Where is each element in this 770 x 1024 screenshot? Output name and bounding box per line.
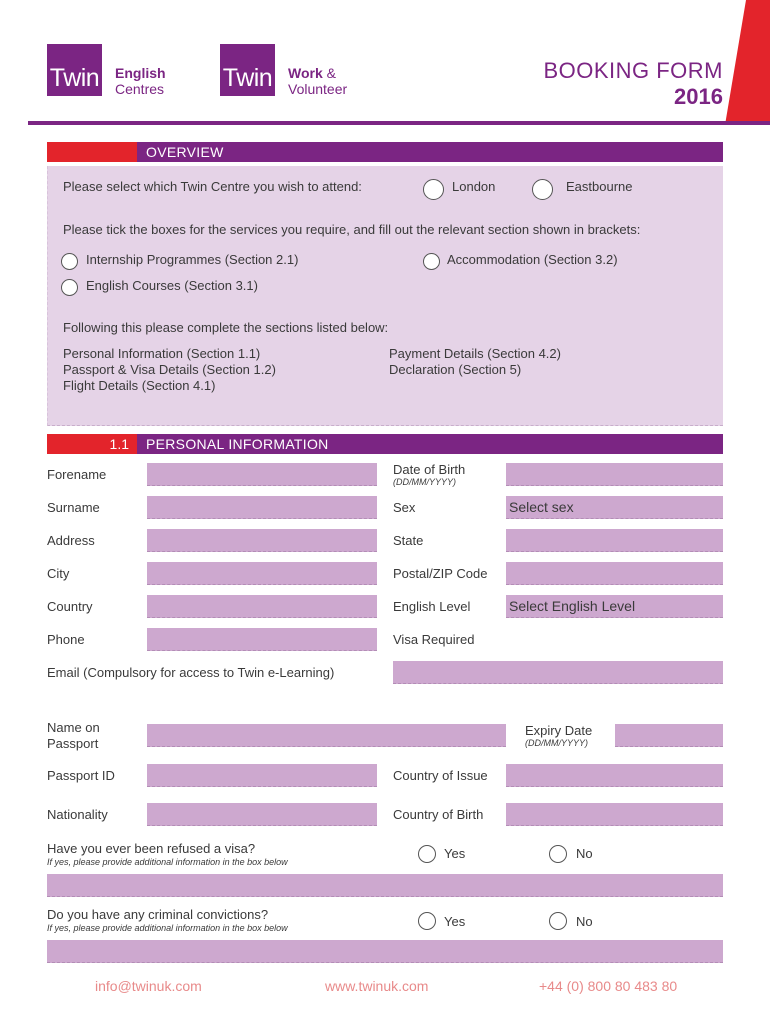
footer-website[interactable]: www.twinuk.com — [325, 978, 429, 994]
section-list-item: Personal Information (Section 1.1) — [63, 346, 261, 361]
phone-field[interactable] — [147, 628, 377, 651]
logo-line1-rest: & — [322, 65, 336, 81]
london-label: London — [452, 179, 496, 194]
dob-label: Date of Birth — [393, 462, 466, 477]
surname-field[interactable] — [147, 496, 377, 519]
internship-label: Internship Programmes (Section 2.1) — [86, 252, 299, 267]
surname-label: Surname — [47, 500, 100, 515]
country-label: Country — [47, 599, 93, 614]
section-list-item: Declaration (Section 5) — [389, 362, 522, 377]
header-rule — [28, 121, 770, 125]
form-year: 2016 — [674, 84, 723, 109]
section-number: 1.1 — [47, 434, 137, 454]
refused-question: Have you ever been refused a visa? — [47, 841, 256, 856]
postal-label: Postal/ZIP Code — [393, 566, 488, 581]
twin-english-logo-box — [47, 44, 102, 96]
email-label: Email (Compulsory for access to Twin e-Learning) — [47, 665, 335, 680]
internship-radio[interactable] — [61, 253, 78, 270]
postal-field[interactable] — [506, 562, 723, 585]
criminal-no-label: No — [576, 914, 593, 929]
logo-line2: Centres — [115, 81, 165, 97]
passport-id-field[interactable] — [147, 764, 377, 787]
english-centres-logo-text — [115, 65, 166, 97]
logo-line1: English — [115, 65, 166, 81]
city-label: City — [47, 566, 70, 581]
criminal-yes-radio[interactable] — [418, 912, 436, 930]
label-line: Name on — [47, 720, 100, 735]
sex-label: Sex — [393, 500, 416, 515]
forename-label: Forename — [47, 467, 107, 482]
footer-email[interactable]: info@twinuk.com — [95, 978, 202, 994]
section-list-item: Passport & Visa Details (Section 1.2) — [63, 362, 276, 377]
email-field[interactable] — [393, 661, 723, 684]
nationality-label: Nationality — [47, 807, 108, 822]
logo-word: Twin — [222, 64, 273, 92]
state-label: State — [393, 533, 424, 548]
city-field[interactable] — [147, 562, 377, 585]
red-corner-accent — [725, 0, 770, 125]
nationality-field[interactable] — [147, 803, 377, 826]
country-birth-field[interactable] — [506, 803, 723, 826]
logo-line1-bold: Work — [288, 65, 323, 81]
criminal-question: Do you have any criminal convictions? — [47, 907, 269, 922]
work-volunteer-logo-text — [288, 65, 347, 97]
address-label: Address — [47, 533, 95, 548]
services-instruction: Please tick the boxes for the services you require, and fill out the relevant section shown in brackets: — [63, 222, 641, 237]
sex-select[interactable] — [506, 496, 723, 519]
name-on-passport-field[interactable] — [147, 724, 506, 747]
visa-required-label: Visa Required — [393, 632, 475, 647]
phone-label: Phone — [47, 632, 85, 647]
accommodation-label: Accommodation (Section 3.2) — [447, 252, 618, 267]
dob-hint: (DD/MM/YYYY) — [393, 477, 456, 487]
criminal-hint: If yes, please provide additional information in the box below — [47, 923, 288, 933]
twin-work-logo-box — [220, 44, 275, 96]
form-title: BOOKING FORM — [543, 58, 723, 83]
english-level-label: English Level — [393, 599, 471, 614]
country-issue-label: Country of Issue — [393, 768, 488, 783]
criminal-details-field[interactable] — [47, 940, 723, 963]
expiry-hint: (DD/MM/YYYY) — [525, 738, 588, 748]
refused-yes-radio[interactable] — [418, 845, 436, 863]
name-on-passport-label — [47, 720, 100, 752]
english-level-select[interactable] — [506, 595, 723, 618]
criminal-yes-label: Yes — [444, 914, 466, 929]
section-list-item: Flight Details (Section 4.1) — [63, 378, 216, 393]
expiry-label: Expiry Date — [525, 723, 593, 738]
eastbourne-label: Eastbourne — [566, 179, 633, 194]
country-birth-label: Country of Birth — [393, 807, 484, 822]
section-number — [47, 142, 137, 162]
london-radio[interactable] — [423, 179, 444, 200]
complete-instruction: Following this please complete the sections listed below: — [63, 320, 389, 335]
english-courses-label: English Courses (Section 3.1) — [86, 278, 258, 293]
footer-phone[interactable]: +44 (0) 800 80 483 80 — [539, 978, 678, 994]
label-line: Passport — [47, 736, 99, 751]
address-field[interactable] — [147, 529, 377, 552]
overview-section-bar — [47, 142, 723, 162]
refused-yes-label: Yes — [444, 846, 466, 861]
forename-field[interactable] — [147, 463, 377, 486]
centre-question: Please select which Twin Centre you wish to attend: — [63, 179, 362, 194]
accommodation-radio[interactable] — [423, 253, 440, 270]
english-courses-radio[interactable] — [61, 279, 78, 296]
section-list-item: Payment Details (Section 4.2) — [389, 346, 561, 361]
passport-id-label: Passport ID — [47, 768, 115, 783]
refused-no-radio[interactable] — [549, 845, 567, 863]
section-title: OVERVIEW — [146, 144, 224, 160]
logo-word: Twin — [49, 64, 100, 92]
refused-no-label: No — [576, 846, 593, 861]
refused-details-field[interactable] — [47, 874, 723, 897]
dob-field[interactable] — [506, 463, 723, 486]
english-level-select-value: Select English Level — [509, 598, 636, 614]
country-issue-field[interactable] — [506, 764, 723, 787]
state-field[interactable] — [506, 529, 723, 552]
eastbourne-radio[interactable] — [532, 179, 553, 200]
expiry-field[interactable] — [615, 724, 723, 747]
refused-hint: If yes, please provide additional information in the box below — [47, 857, 288, 867]
criminal-no-radio[interactable] — [549, 912, 567, 930]
country-field[interactable] — [147, 595, 377, 618]
section-title: PERSONAL INFORMATION — [146, 436, 329, 452]
logo-line2: Volunteer — [288, 81, 348, 97]
sex-select-value: Select sex — [509, 499, 574, 515]
personal-section-bar — [47, 434, 723, 454]
